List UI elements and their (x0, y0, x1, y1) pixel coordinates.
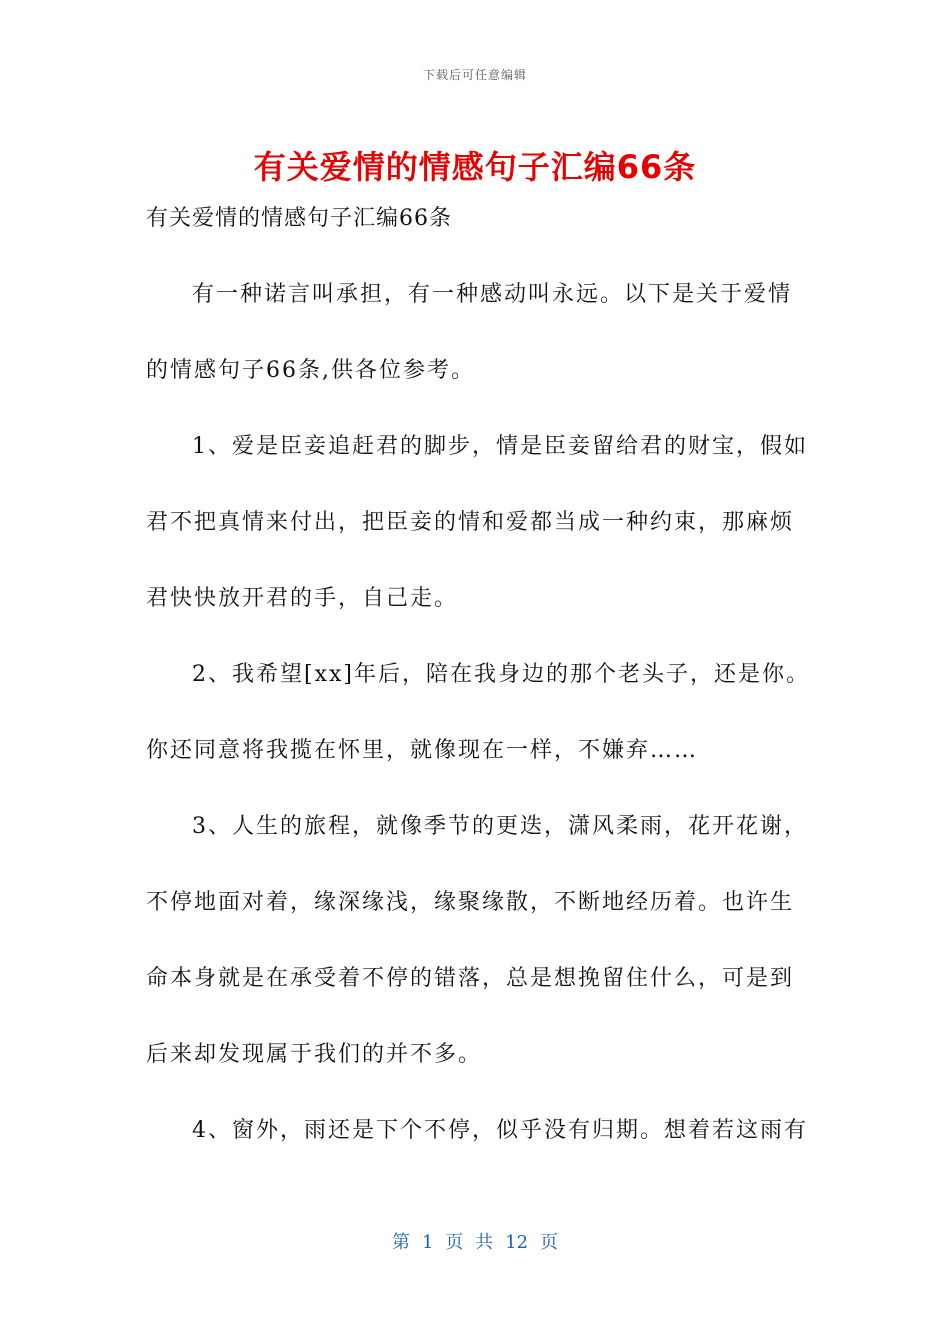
paragraph-line: 君不把真情来付出，把臣妾的情和爱都当成一种约束，那麻烦 (146, 510, 795, 535)
paragraph-line: 君快快放开君的手，自己走。 (146, 586, 459, 611)
paragraph-line: 命本身就是在承受着不停的错落，总是想挽留住什么，可是到 (146, 966, 795, 991)
paragraph-line: 你还同意将我揽在怀里，就像现在一样，不嫌弃…… (146, 738, 699, 763)
footer-total-pages: 12 (505, 1232, 529, 1253)
header-note: 下载后可任意编辑 (422, 68, 527, 82)
page-footer (0, 1228, 950, 1254)
document-body (146, 200, 810, 1150)
paragraph-item-3 (146, 808, 806, 1074)
paragraph-line: 不停地面对着，缘深缘浅，缘聚缘散，不断地经历着。也许生 (146, 890, 795, 915)
footer-suffix: 页 (540, 1232, 559, 1253)
paragraph-line: 有一种诺言叫承担，有一种感动叫永远。以下是关于爱情 (192, 282, 793, 307)
document-subtitle: 有关爱情的情感句子汇编66条 (146, 206, 452, 231)
paragraph-intro (146, 276, 806, 390)
paragraph-line: 1、爱是臣妾追赶君的脚步，情是臣妾留给君的财宝，假如 (192, 434, 808, 459)
footer-middle: 页 共 (445, 1232, 494, 1253)
footer-prefix: 第 (391, 1232, 410, 1253)
paragraph-item-4 (146, 1112, 806, 1150)
paragraph-line: 的情感句子66条,供各位参考。 (146, 358, 475, 383)
document-title: 有关爱情的情感句子汇编66条 (253, 148, 697, 186)
paragraph-line: 后来却发现属于我们的并不多。 (146, 1042, 483, 1067)
paragraph-line: 2、我希望[xx]年后，陪在我身边的那个老头子，还是你。 (192, 662, 810, 687)
paragraph-line: 3、人生的旅程，就像季节的更迭，潇风柔雨，花开花谢， (192, 814, 808, 839)
paragraph-item-2 (146, 656, 810, 770)
paragraph-item-1 (146, 428, 806, 618)
paragraph-line: 4、窗外，雨还是下个不停，似乎没有归期。想着若这雨有 (192, 1118, 808, 1143)
footer-current-page: 1 (421, 1232, 434, 1253)
